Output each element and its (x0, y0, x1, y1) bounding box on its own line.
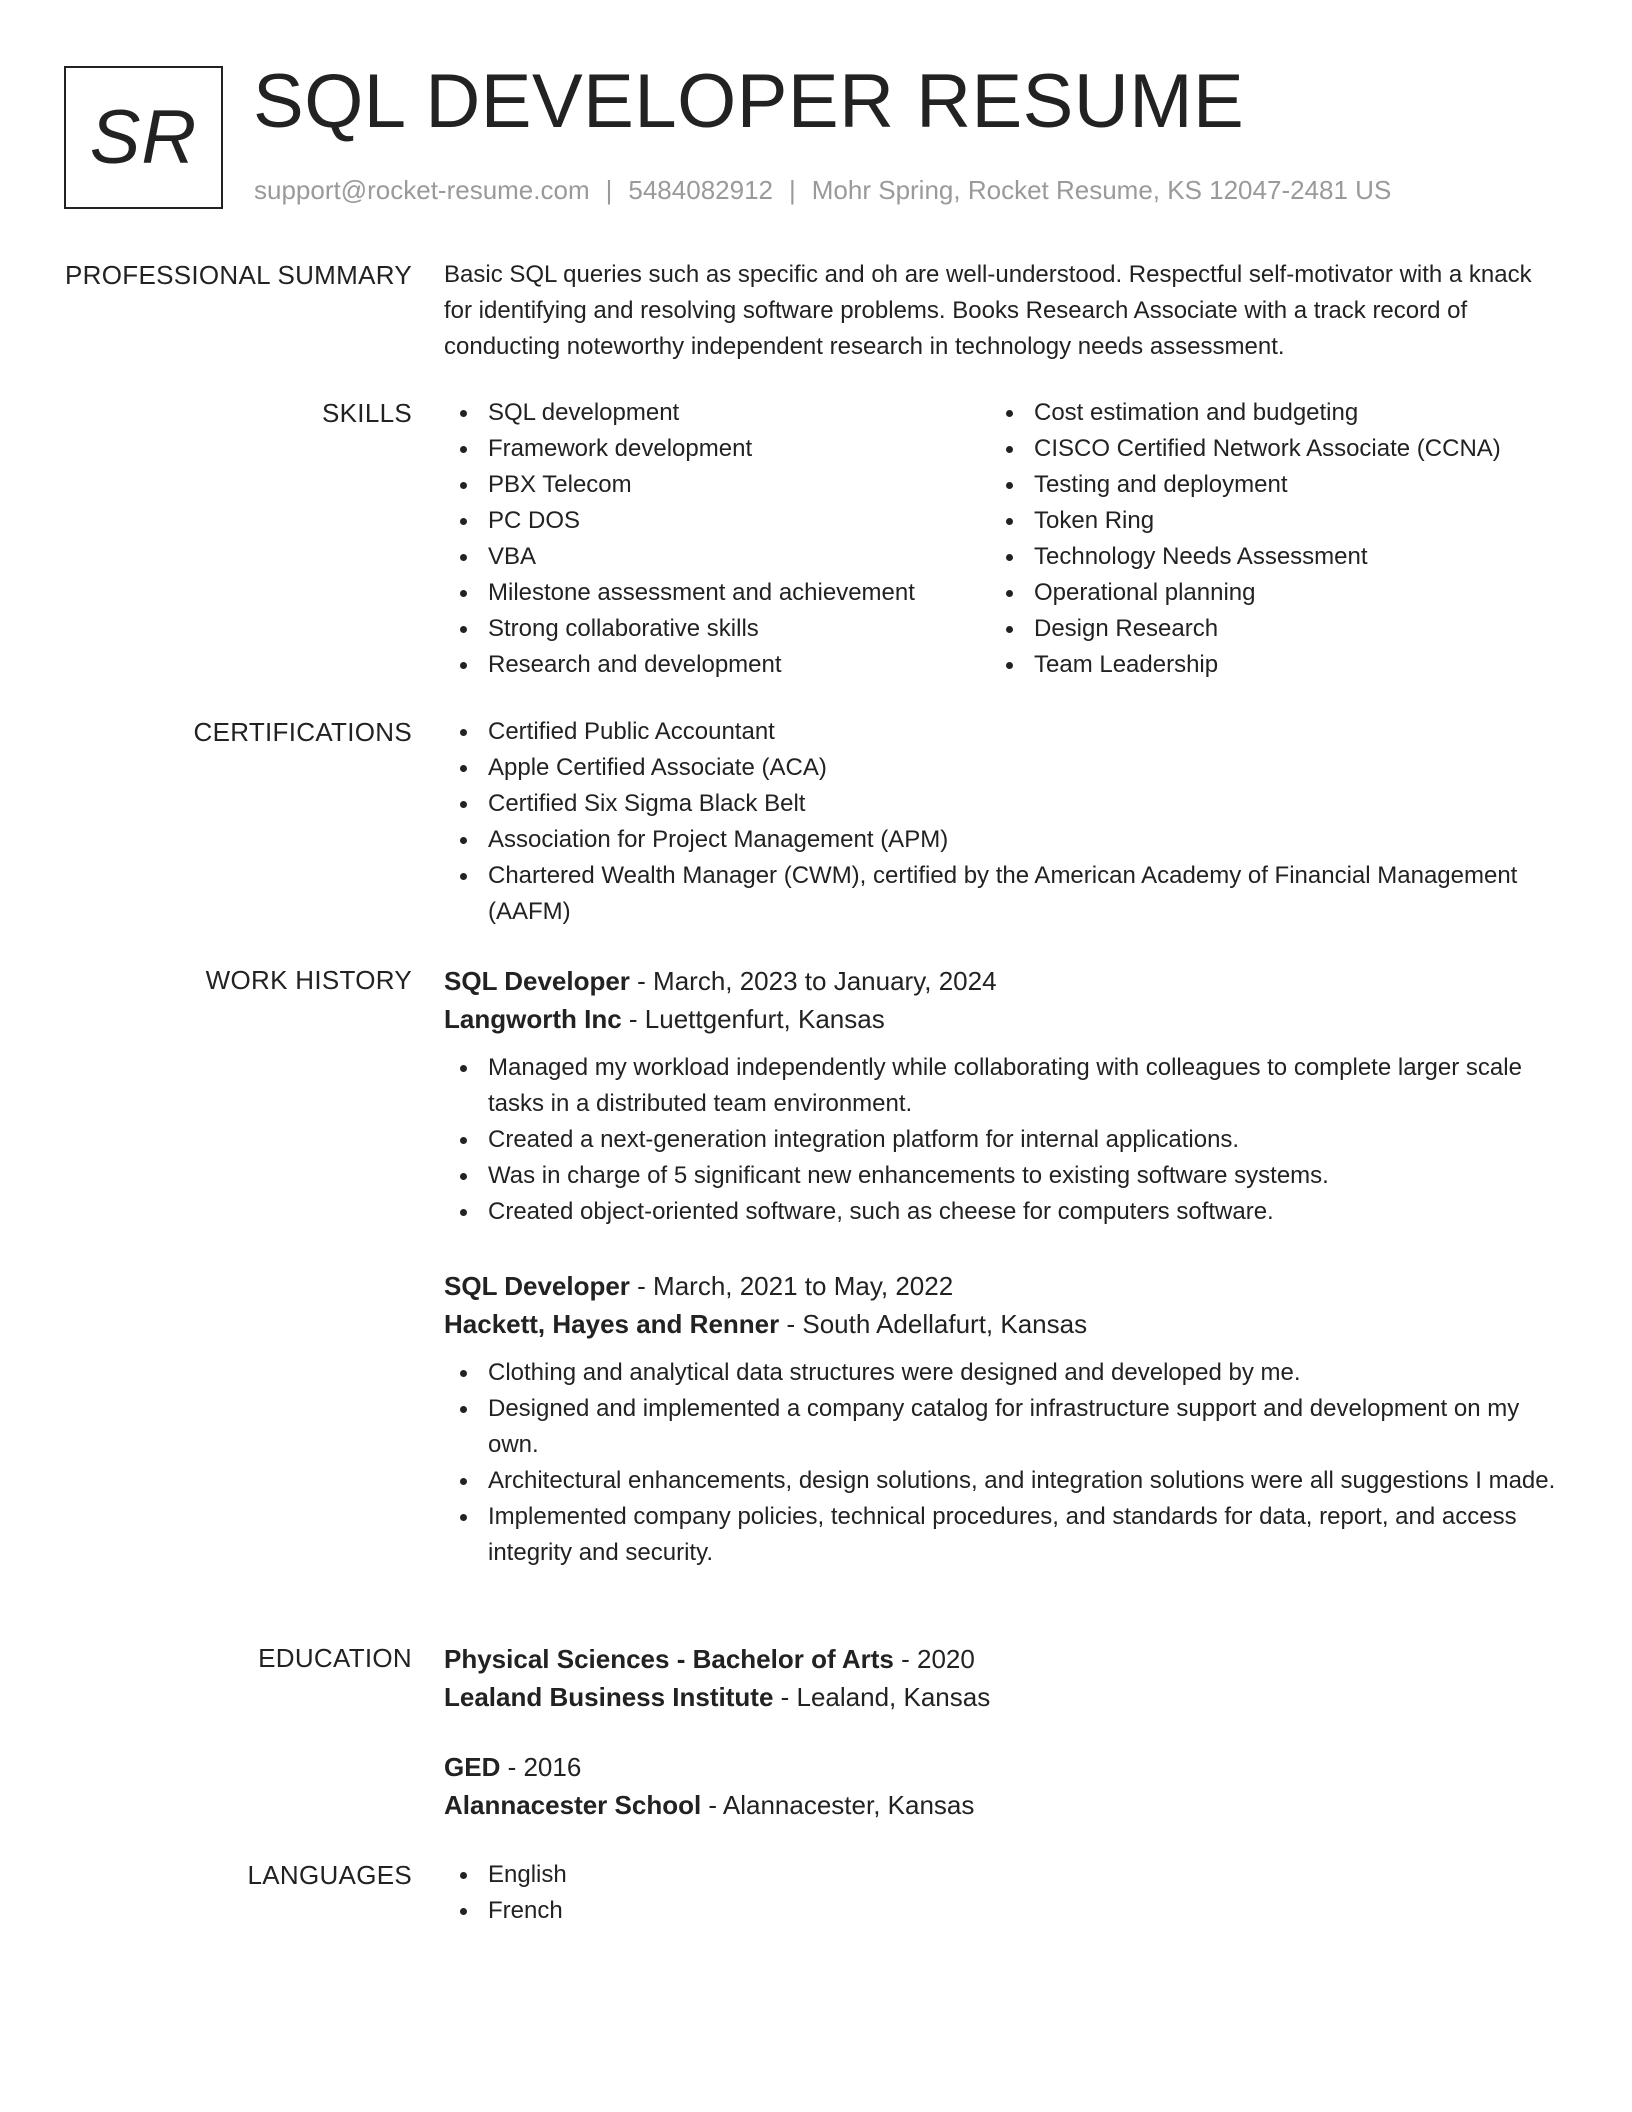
skills-list-left (444, 395, 990, 683)
job-bullet: Implemented company policies, technical procedures, and standards for data, report, and access integrity and security. (444, 1499, 1556, 1571)
job-company: Hackett, Hayes and Renner (444, 1309, 780, 1339)
skill-item: Testing and deployment (990, 467, 1536, 503)
contact-line (254, 174, 1391, 206)
skill-item: Team Leadership (990, 647, 1536, 683)
job-entry (444, 1267, 1556, 1571)
job-bullet: Designed and implemented a company catalog for infrastructure support and development on my own. (444, 1391, 1556, 1463)
certification-item: Certified Public Accountant (444, 714, 1556, 750)
monogram-initials: SR (89, 95, 198, 180)
job-bullet: Created object-oriented software, such as cheese for computers software. (444, 1194, 1556, 1230)
job-bullets (444, 1355, 1556, 1571)
contact-separator: | (605, 175, 613, 205)
education-school: Lealand Business Institute (444, 1682, 774, 1712)
skills-list-right (990, 395, 1536, 683)
contact-phone[interactable]: 5484082912 (628, 175, 773, 205)
certifications-body (444, 714, 1556, 930)
language-item: French (444, 1893, 1556, 1929)
contact-separator: | (789, 175, 796, 205)
education-entry (444, 1640, 1556, 1716)
skills-columns (444, 395, 1556, 683)
resume-title: SQL DEVELOPER RESUME (253, 59, 1245, 144)
skill-item: Design Research (990, 611, 1536, 647)
job-title: SQL Developer (444, 1271, 630, 1301)
job-bullet: Was in charge of 5 significant new enhancements to existing software systems. (444, 1158, 1556, 1194)
skill-item: SQL development (444, 395, 990, 431)
language-item: English (444, 1857, 1556, 1893)
certification-item: Association for Project Management (APM) (444, 822, 1556, 858)
job-location: - South Adellafurt, Kansas (779, 1309, 1088, 1339)
skill-item: PC DOS (444, 503, 990, 539)
skill-item: Strong collaborative skills (444, 611, 990, 647)
certification-item: Certified Six Sigma Black Belt (444, 786, 1556, 822)
education-degree: GED (444, 1752, 501, 1782)
education-year: - 2020 (893, 1644, 975, 1674)
job-company: Langworth Inc (444, 1004, 622, 1034)
skill-item: VBA (444, 539, 990, 575)
education-entry (444, 1748, 1556, 1824)
skill-item: Cost estimation and budgeting (990, 395, 1536, 431)
contact-email[interactable]: support@rocket-resume.com (254, 175, 590, 205)
skill-item: Framework development (444, 431, 990, 467)
skill-item: Research and development (444, 647, 990, 683)
job-bullets (444, 1050, 1556, 1230)
education-location: - Alannacester, Kansas (701, 1790, 975, 1820)
certification-item: Apple Certified Associate (ACA) (444, 750, 1556, 786)
job-dates: - March, 2021 to May, 2022 (629, 1271, 954, 1301)
education-school: Alannacester School (444, 1790, 702, 1820)
section-heading: WORK HISTORY (205, 965, 412, 995)
skill-item: Milestone assessment and achievement (444, 575, 990, 611)
education-degree-line (444, 1748, 1556, 1786)
section-heading: SKILLS (322, 398, 412, 428)
languages-list (444, 1857, 1556, 1929)
education-location: - Lealand, Kansas (773, 1682, 991, 1712)
job-dates: - March, 2023 to January, 2024 (629, 966, 997, 996)
section-heading: LANGUAGES (247, 1860, 412, 1890)
education-year: - 2016 (500, 1752, 582, 1782)
skill-item: Operational planning (990, 575, 1536, 611)
job-title-line (444, 1267, 1556, 1305)
skill-item: Technology Needs Assessment (990, 539, 1536, 575)
monogram-logo (64, 66, 223, 209)
skill-item: CISCO Certified Network Associate (CCNA) (990, 431, 1536, 467)
education-school-line (444, 1786, 1556, 1824)
job-title-line (444, 962, 1556, 1000)
job-title: SQL Developer (444, 966, 630, 996)
job-bullet: Created a next-generation integration platform for internal applications. (444, 1122, 1556, 1158)
job-bullet: Architectural enhancements, design solutions, and integration solutions were all suggestions I made. (444, 1463, 1556, 1499)
languages-body (444, 1857, 1556, 1929)
summary-text: Basic SQL queries such as specific and oh are well-understood. Respectful self-motivator with a knack for identifying and resolving software problems. Books Research Associate with a track record of conducting noteworthy independent research in technology needs assessment. (444, 261, 1532, 360)
section-heading: EDUCATION (258, 1643, 412, 1673)
section-heading: CERTIFICATIONS (193, 717, 412, 747)
education-degree: Physical Sciences - Bachelor of Arts (444, 1644, 894, 1674)
certifications-list (444, 714, 1556, 930)
job-bullet: Managed my workload independently while collaborating with colleagues to complete larger scale tasks in a distributed team environment. (444, 1050, 1556, 1122)
job-company-line (444, 1305, 1556, 1343)
job-location: - Luettgenfurt, Kansas (621, 1004, 885, 1034)
job-company-line (444, 1000, 1556, 1038)
section-heading: PROFESSIONAL SUMMARY (65, 260, 412, 290)
job-entry (444, 962, 1556, 1230)
contact-address: Mohr Spring, Rocket Resume, KS 12047-2481 US (811, 175, 1392, 205)
job-bullet: Clothing and analytical data structures were designed and developed by me. (444, 1355, 1556, 1391)
certification-item: Chartered Wealth Manager (CWM), certified by the American Academy of Financial Management (AAFM) (444, 858, 1556, 930)
education-school-line (444, 1678, 1556, 1716)
skill-item: PBX Telecom (444, 467, 990, 503)
skill-item: Token Ring (990, 503, 1536, 539)
education-degree-line (444, 1640, 1556, 1678)
